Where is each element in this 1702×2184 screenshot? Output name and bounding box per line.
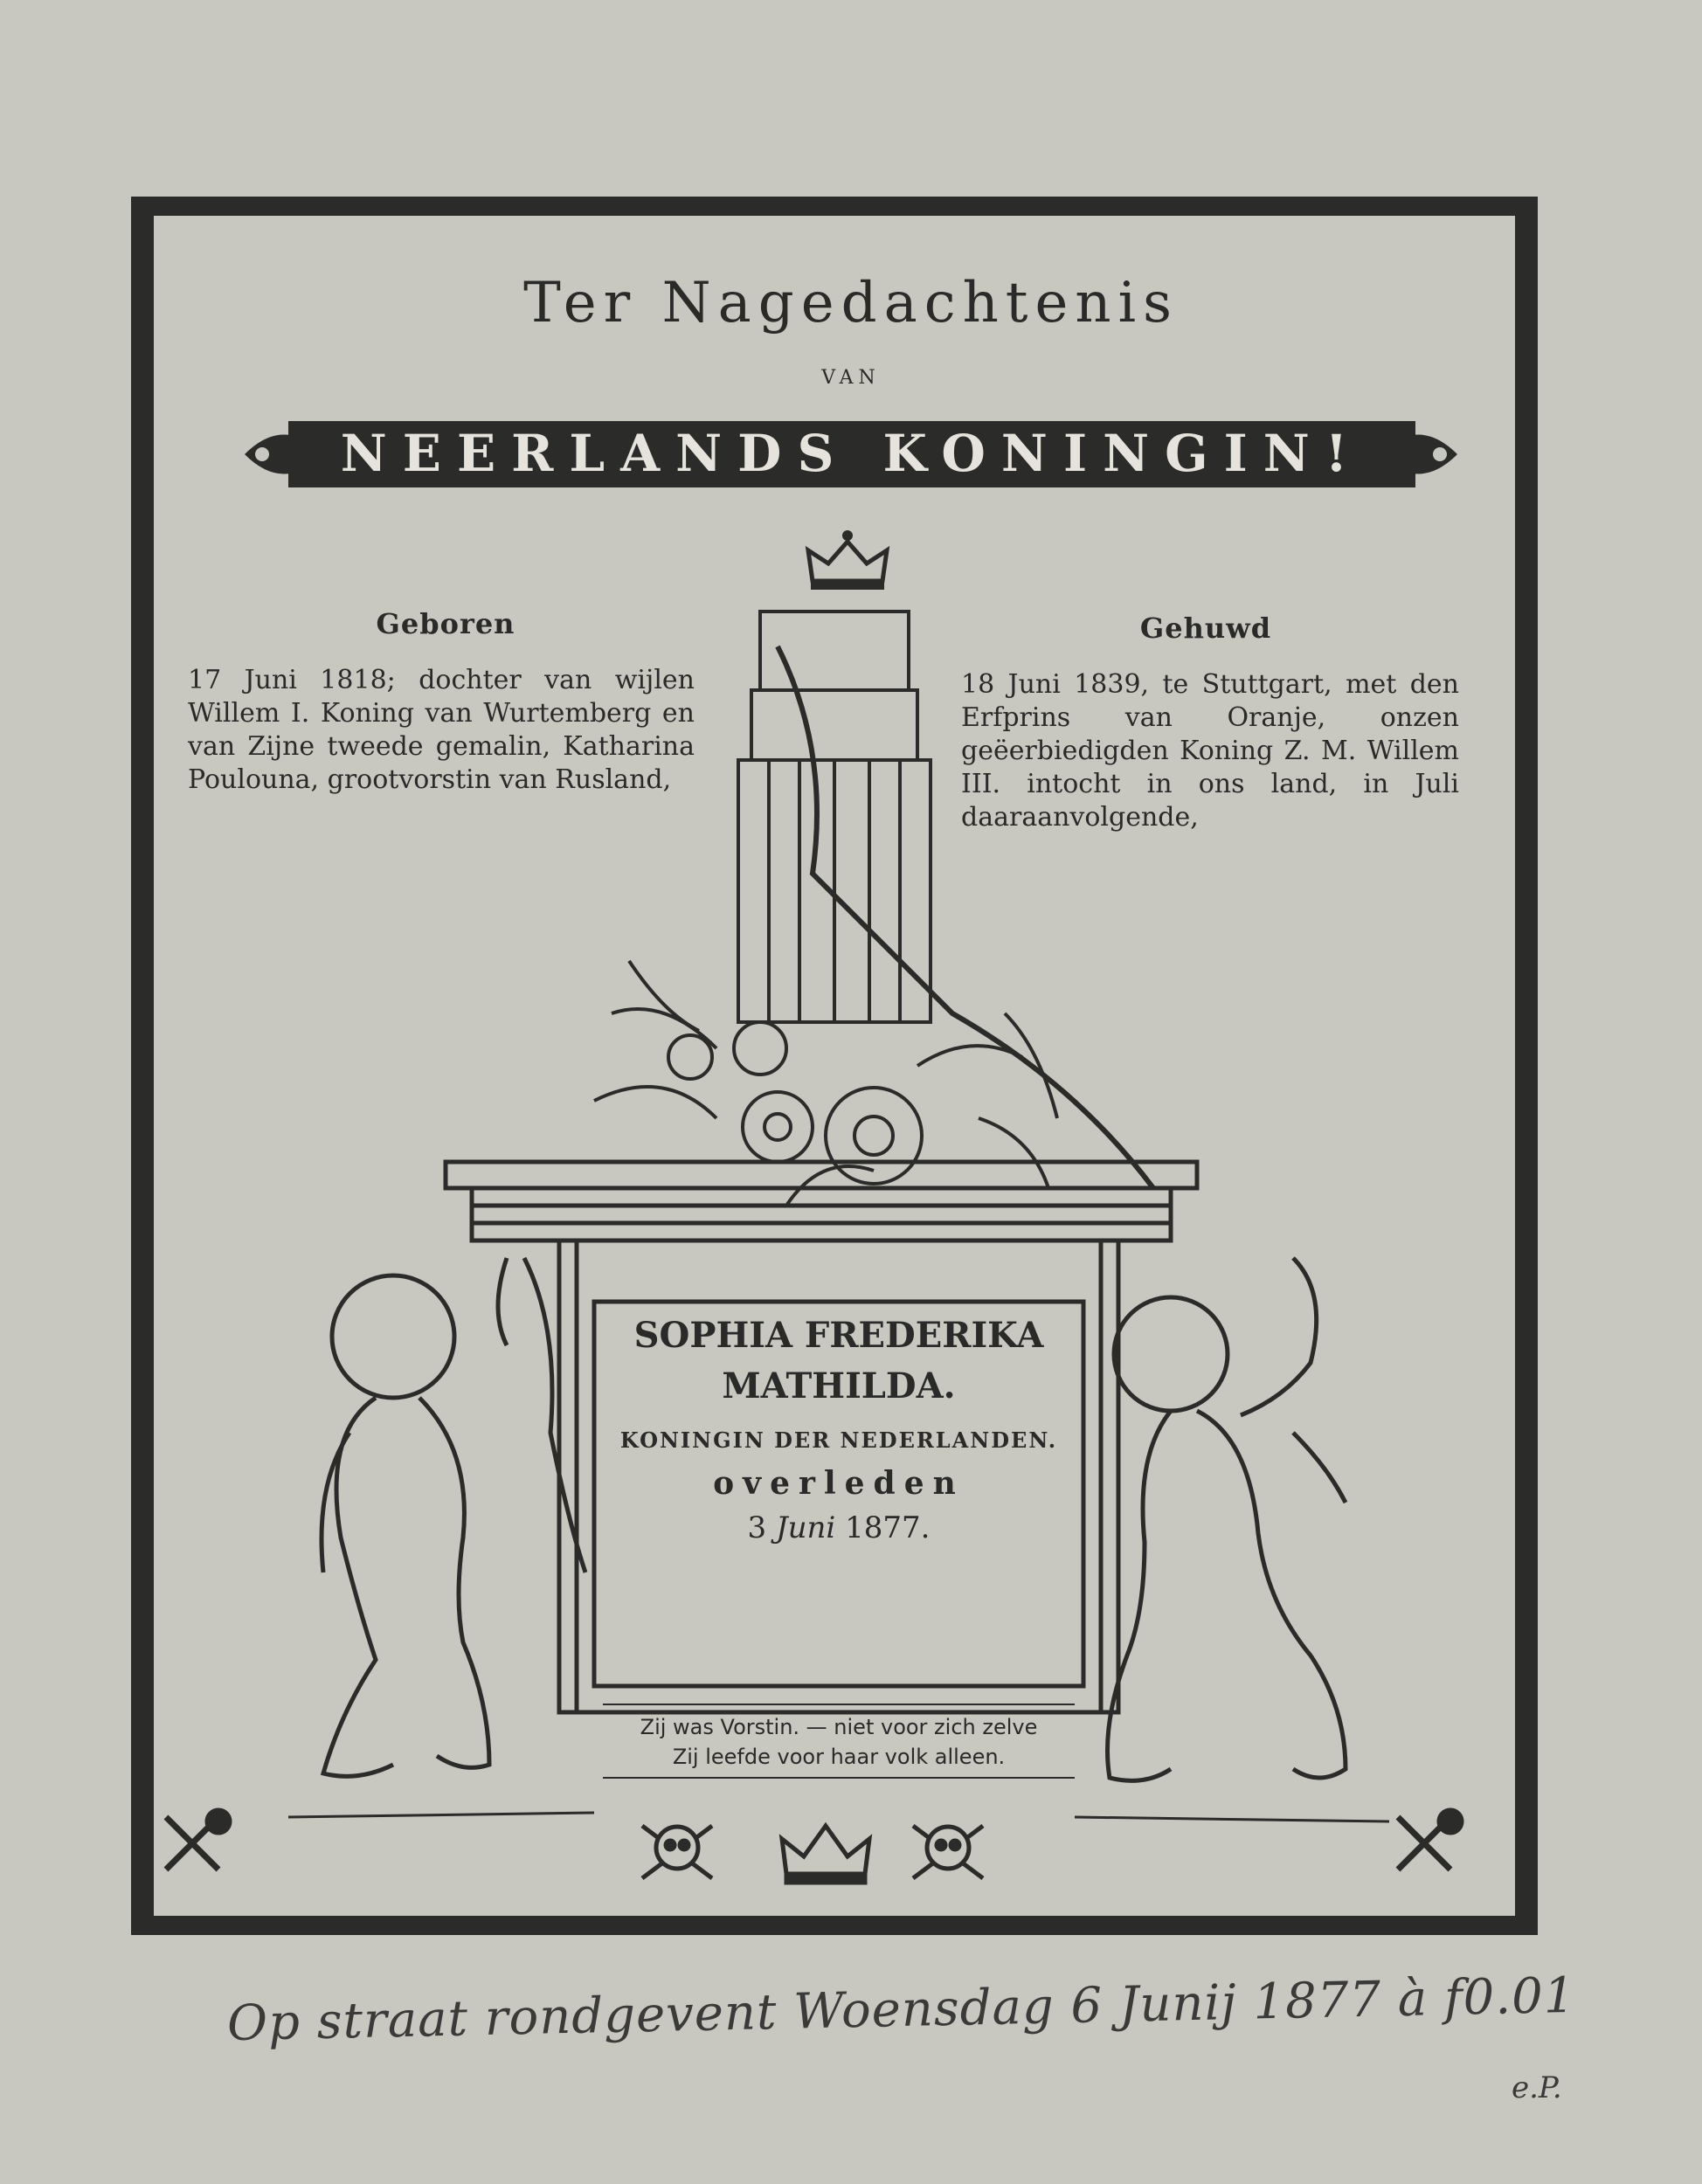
motto-rule-top bbox=[603, 1704, 1075, 1705]
queen-name-line2: MATHILDA. bbox=[722, 1365, 956, 1406]
handwritten-note: Op straat rondgevent Woensdag 6 Junij 1877 à f0.01 bbox=[226, 1966, 1577, 2053]
top-crown-icon bbox=[808, 530, 887, 590]
born-text: 17 Juni 1818; dochter van wijlen Willem I. Koning van Wurtemberg en van Zijne tweede gemalin, Katharina Poulouna, grootvorstin van Rusland, bbox=[188, 665, 695, 795]
right-torch-icon bbox=[1398, 1811, 1461, 1870]
death-date bbox=[603, 1510, 1075, 1545]
left-cherub-figure bbox=[322, 1258, 585, 1776]
born-heading: Geboren bbox=[376, 607, 515, 640]
memorial-title: Ter Nagedachtenis bbox=[523, 271, 1179, 335]
motto-line2: Zij leefde voor haar volk alleen. bbox=[672, 1745, 1006, 1769]
death-day: 3 bbox=[747, 1510, 767, 1545]
married-heading: Gehuwd bbox=[1139, 612, 1272, 645]
ground-lines bbox=[288, 1813, 1389, 1821]
death-year: 1877. bbox=[845, 1510, 931, 1545]
motto-line1: Zij was Vorstin. — niet voor zich zelve bbox=[640, 1715, 1038, 1739]
married-text: 18 Juni 1839, te Stuttgart, met den Erfprins van Oranje, onzen geëerbiedigden Koning Z. M. Willem III. intocht in ons land, in Juli daaraanvolgende, bbox=[961, 669, 1459, 833]
death-month: Juni bbox=[775, 1510, 836, 1545]
bottom-crown-icon bbox=[782, 1826, 869, 1883]
right-cherub-figure bbox=[1108, 1258, 1346, 1780]
left-skull-crossbones-icon bbox=[642, 1826, 712, 1878]
motto bbox=[594, 1712, 1083, 1772]
overleden-label: overleden bbox=[713, 1465, 965, 1502]
plaque-inscription bbox=[603, 1310, 1075, 1545]
banner-text: NEERLANDS KONINGIN! bbox=[340, 424, 1364, 483]
motto-rule-bottom bbox=[603, 1777, 1075, 1779]
queen-title: KONINGIN DER NEDERLANDEN. bbox=[619, 1427, 1058, 1453]
flower-garland bbox=[594, 961, 1057, 1206]
van-label: VAN bbox=[821, 367, 881, 389]
left-torch-icon bbox=[166, 1811, 229, 1870]
handwritten-initials: e.P. bbox=[1512, 2070, 1562, 2105]
queen-name-line1: SOPHIA FREDERIKA bbox=[633, 1315, 1044, 1356]
right-skull-crossbones-icon bbox=[913, 1826, 983, 1878]
